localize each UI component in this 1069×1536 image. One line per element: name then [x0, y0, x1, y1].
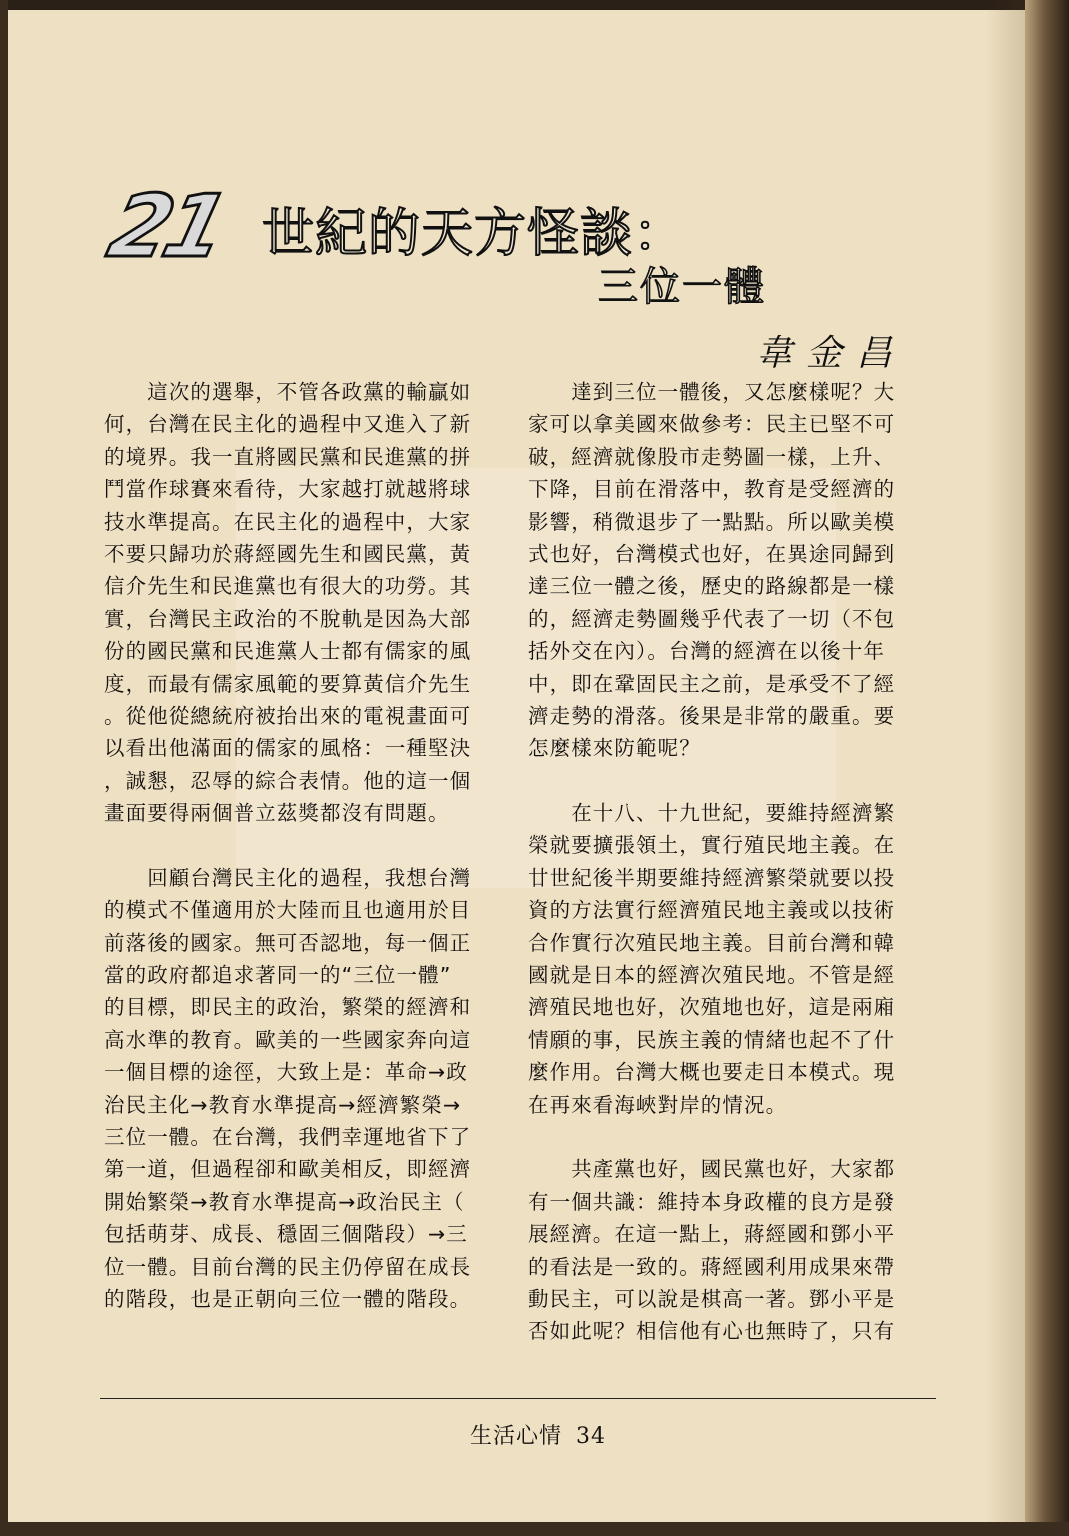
title-main: 世紀的天方怪談：: [262, 204, 687, 264]
binding-shadow: [985, 0, 1025, 1536]
text-line: 高水準的教育。歐美的一些國家奔向這: [104, 1027, 472, 1052]
text-line: 鬥當作球賽來看待，大家越打就越將球: [104, 477, 472, 502]
text-line: 回顧台灣民主化的過程，我想台灣: [104, 865, 472, 890]
text-line: 破，經濟就像股市走勢圖一樣，上升、: [528, 444, 896, 469]
text-line: 三位一體。在台灣，我們幸運地省下了: [104, 1124, 472, 1149]
text-line: 一個目標的途徑，大致上是：革命→政: [104, 1060, 468, 1085]
text-line: 濟殖民地也好，次殖地也好，這是兩廂: [528, 995, 896, 1020]
text-line: 達到三位一體後，又怎麼樣呢？大: [528, 380, 896, 404]
text-line: 以看出他滿面的儒家的風格：一種堅決: [104, 736, 472, 761]
text-line: 。從他從總統府被抬出來的電視畫面可: [104, 703, 472, 728]
text-line: 情願的事，民族主義的情緒也起不了什: [528, 1027, 896, 1052]
text-line: 當的政府都追求著同一的“三位一體”: [104, 963, 452, 988]
paragraph-gap: [104, 829, 496, 861]
text-line: 治民主化→教育水準提高→經濟繁榮→: [104, 1092, 462, 1117]
text-line: 中，即在鞏固民主之前，是承受不了經: [528, 671, 896, 696]
text-line: 下降，目前在滑落中，教育是受經濟的: [528, 477, 896, 502]
text-line: 否如此呢？相信他有心也無時了，只有: [528, 1319, 896, 1344]
text-line: 家可以拿美國來做參考：民主已堅不可: [528, 412, 896, 437]
text-line: 在再來看海峽對岸的情況。: [528, 1092, 788, 1117]
text-line: 的目標，即民主的政治，繁榮的經濟和: [104, 995, 472, 1020]
text-line: 不要只歸功於蔣經國先生和國民黨，黃: [104, 541, 472, 566]
text-line: 榮就要擴張領土，實行殖民地主義。在: [528, 833, 896, 858]
text-line: 份的國民黨和民進黨人士都有儒家的風: [104, 639, 472, 664]
text-line: 開始繁榮→教育水準提高→政治民主（: [104, 1189, 465, 1214]
text-line: 影響，稍微退步了一點點。所以歐美模: [528, 509, 896, 534]
text-line: 前落後的國家。無可否認地，每一個正: [104, 930, 472, 955]
title-subtitle: 三位一體: [598, 264, 766, 310]
text-line: 國就是日本的經濟次殖民地。不管是經: [528, 963, 896, 988]
text-line: 這次的選舉，不管各政黨的輸贏如: [104, 380, 472, 404]
text-line: 實，台灣民主政治的不脫軌是因為大部: [104, 606, 472, 631]
text-line: 信介先生和民進黨也有很大的功勞。其: [104, 574, 472, 599]
scan-edge-bottom: [0, 1522, 1069, 1536]
footer-rule: [100, 1398, 936, 1399]
text-line: 有一個共識：維持本身政權的良方是發: [528, 1189, 896, 1214]
text-line: 資的方法實行經濟殖民地主義或以技術: [528, 898, 896, 923]
text-line: 技水準提高。在民主化的過程中，大家: [104, 509, 472, 534]
text-line: 麼作用。台灣大概也要走日本模式。現: [528, 1060, 896, 1085]
text-line: 畫面要得兩個普立茲獎都沒有問題。: [104, 801, 450, 826]
paragraph-gap: [528, 1121, 920, 1153]
text-line: 怎麼樣來防範呢？: [528, 736, 701, 761]
text-line: 括外交在內）。台灣的經濟在以後十年: [528, 639, 885, 664]
text-line: 共產黨也好，國民黨也好，大家都: [528, 1157, 896, 1182]
scan-edge-right: [1025, 0, 1069, 1536]
text-line: 動民主，可以說是棋高一著。鄧小平是: [528, 1286, 896, 1311]
text-line: 的境界。我一直將國民黨和民進黨的拼: [104, 444, 472, 469]
text-line: 的，經濟走勢圖幾乎代表了一切（不包: [528, 606, 896, 631]
scan-edge-left: [0, 0, 8, 1536]
paragraph-gap: [528, 765, 920, 797]
text-line: 度，而最有儒家風範的要算黃信介先生: [104, 671, 472, 696]
author-name: 韋金昌: [756, 333, 907, 374]
text-line: 在十八、十九世紀，要維持經濟繁: [528, 801, 896, 826]
text-line: 的看法是一致的。蔣經國利用成果來帶: [528, 1254, 896, 1279]
text-line: 廿世紀後半期要維持經濟繁榮就要以投: [528, 865, 896, 890]
text-line: 何，台灣在民主化的過程中又進入了新: [104, 412, 472, 437]
text-line: 合作實行次殖民地主義。目前台灣和韓: [528, 930, 896, 955]
scan-edge-top: [0, 0, 1069, 10]
text-line: 第一道，但過程卻和歐美相反，即經濟: [104, 1157, 472, 1182]
text-line: 位一體。目前台灣的民主仍停留在成長: [104, 1254, 472, 1279]
text-line: 包括萌芽、成長、穩固三個階段）→三: [104, 1222, 468, 1247]
text-line: 的模式不僅適用於大陸而且也適用於目: [104, 898, 472, 923]
text-line: 的階段，也是正朝向三位一體的階段。: [104, 1286, 472, 1311]
title-number: 21: [99, 177, 233, 277]
page-number: 34: [576, 1424, 607, 1449]
footer: [470, 1422, 606, 1452]
magazine-name: 生活心情: [470, 1424, 563, 1449]
text-line: 達三位一體之後，歷史的路線都是一樣: [528, 574, 896, 599]
right-column: [528, 376, 920, 1348]
text-line: 濟走勢的滑落。後果是非常的嚴重。要: [528, 703, 896, 728]
text-line: 展經濟。在這一點上，蔣經國和鄧小平: [528, 1222, 896, 1247]
left-column: [104, 376, 496, 1315]
text-line: 式也好，台灣模式也好，在異途同歸到: [528, 541, 896, 566]
text-line: ，誠懇，忍辱的綜合表情。他的這一個: [104, 768, 472, 793]
